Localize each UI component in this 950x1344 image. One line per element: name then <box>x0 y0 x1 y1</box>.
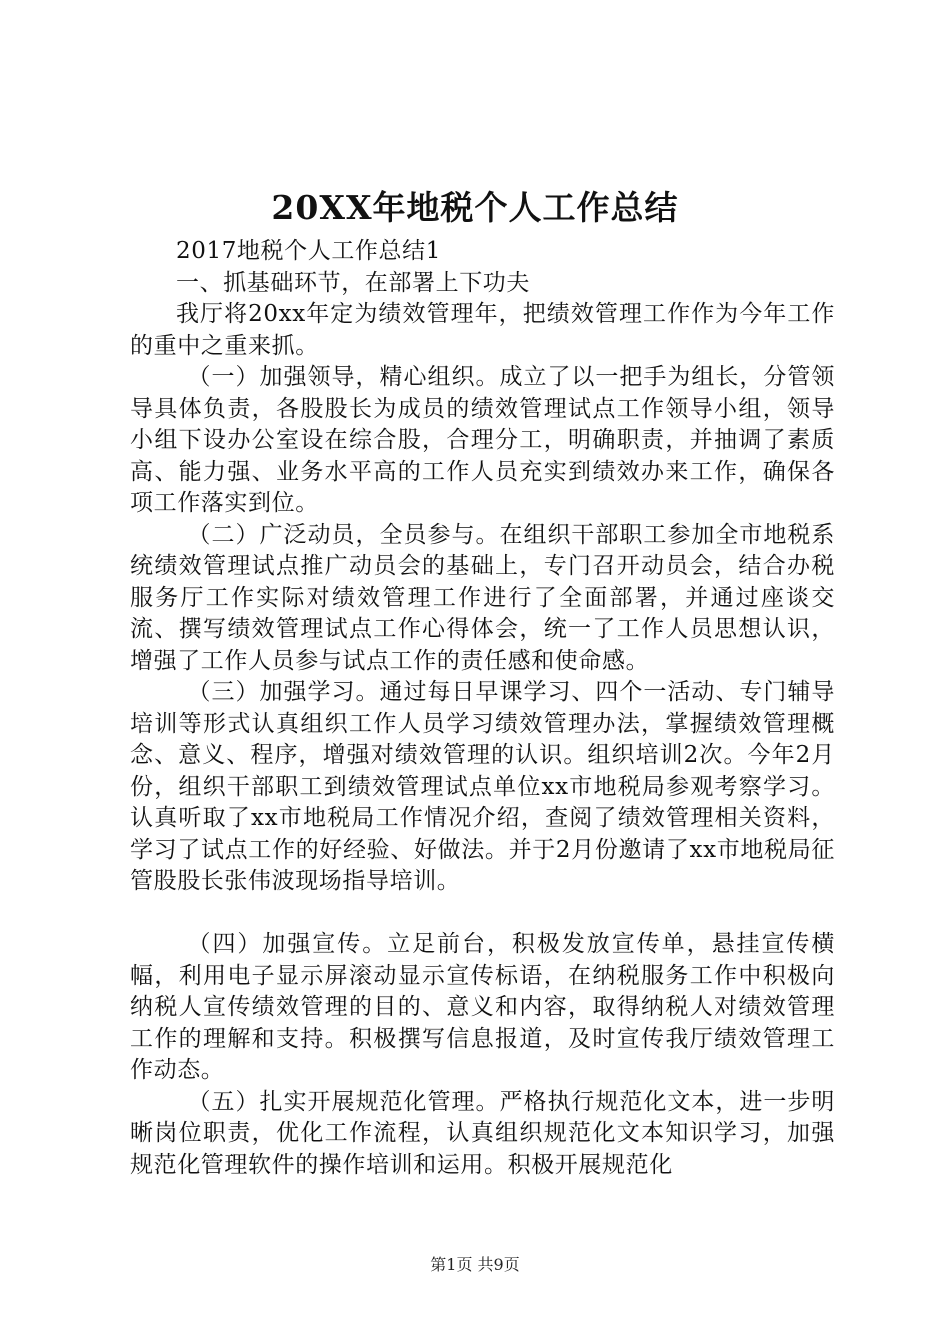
paragraph-item-1: （一）加强领导，精心组织。成立了以一把手为组长，分管领导具体负责，各股股长为成员的绩效管理试点工作领导小组，领导小组下设办公室设在综合股，合理分工，明确职责，并抽调了素质高、能力强、业务水平高的工作人员充实到绩效办来工作，确保各项工作落实到位。 <box>130 364 835 516</box>
paragraph-item-2: （二）广泛动员，全员参与。在组织干部职工参加全市地税系统绩效管理试点推广动员会的基础上，专门召开动员会，结合办税服务厅工作实际对绩效管理工作进行了全面部署，并通过座谈交流、撰写绩效管理试点工作心得体会，统一了工作人员思想认识，增强了工作人员参与试点工作的责任感和使命感。 <box>130 521 835 674</box>
paragraph-intro: 我厅将20xx年定为绩效管理年，把绩效管理工作作为今年工作的重中之重来抓。 <box>130 301 835 359</box>
paragraph-item-5: （五）扎实开展规范化管理。严格执行规范化文本，进一步明晰岗位职责，优化工作流程，认真组织规范化文本知识学习，加强规范化管理软件的操作培训和运用。积极开展规范化 <box>130 1088 835 1178</box>
paragraph-item-3: （三）加强学习。通过每日早课学习、四个一活动、专门辅导培训等形式认真组织工作人员学习绩效管理办法，掌握绩效管理概念、意义、程序，增强对绩效管理的认识。组织培训2次。今年2月份，组织干部职工到绩效管理试点单位xx市地税局参观考察学习。认真听取了xx市地税局工作情况介绍，查阅了绩效管理相关资料，学习了试点工作的好经验、好做法。并于2月份邀请了xx市地税局征管股股长张伟波现场指导培训。 <box>130 679 835 894</box>
paragraph-section-heading: 一、抓基础环节，在部署上下功夫 <box>176 269 530 296</box>
document-body <box>130 236 835 1181</box>
paragraph-item-4: （四）加强宣传。立足前台，积极发放宣传单，悬挂宣传横幅，利用电子显示屏滚动显示宣传标语，在纳税服务工作中积极向纳税人宣传绩效管理的目的、意义和内容，取得纳税人对绩效管理工作的理解和支持。积极撰写信息报道，及时宣传我厅绩效管理工作动态。 <box>130 931 835 1083</box>
paragraph-subtitle: 2017地税个人工作总结1 <box>176 238 441 264</box>
page-number-footer: 第1页 共9页 <box>430 1255 520 1274</box>
document-title: 20XX年地税个人工作总结 <box>271 188 679 227</box>
